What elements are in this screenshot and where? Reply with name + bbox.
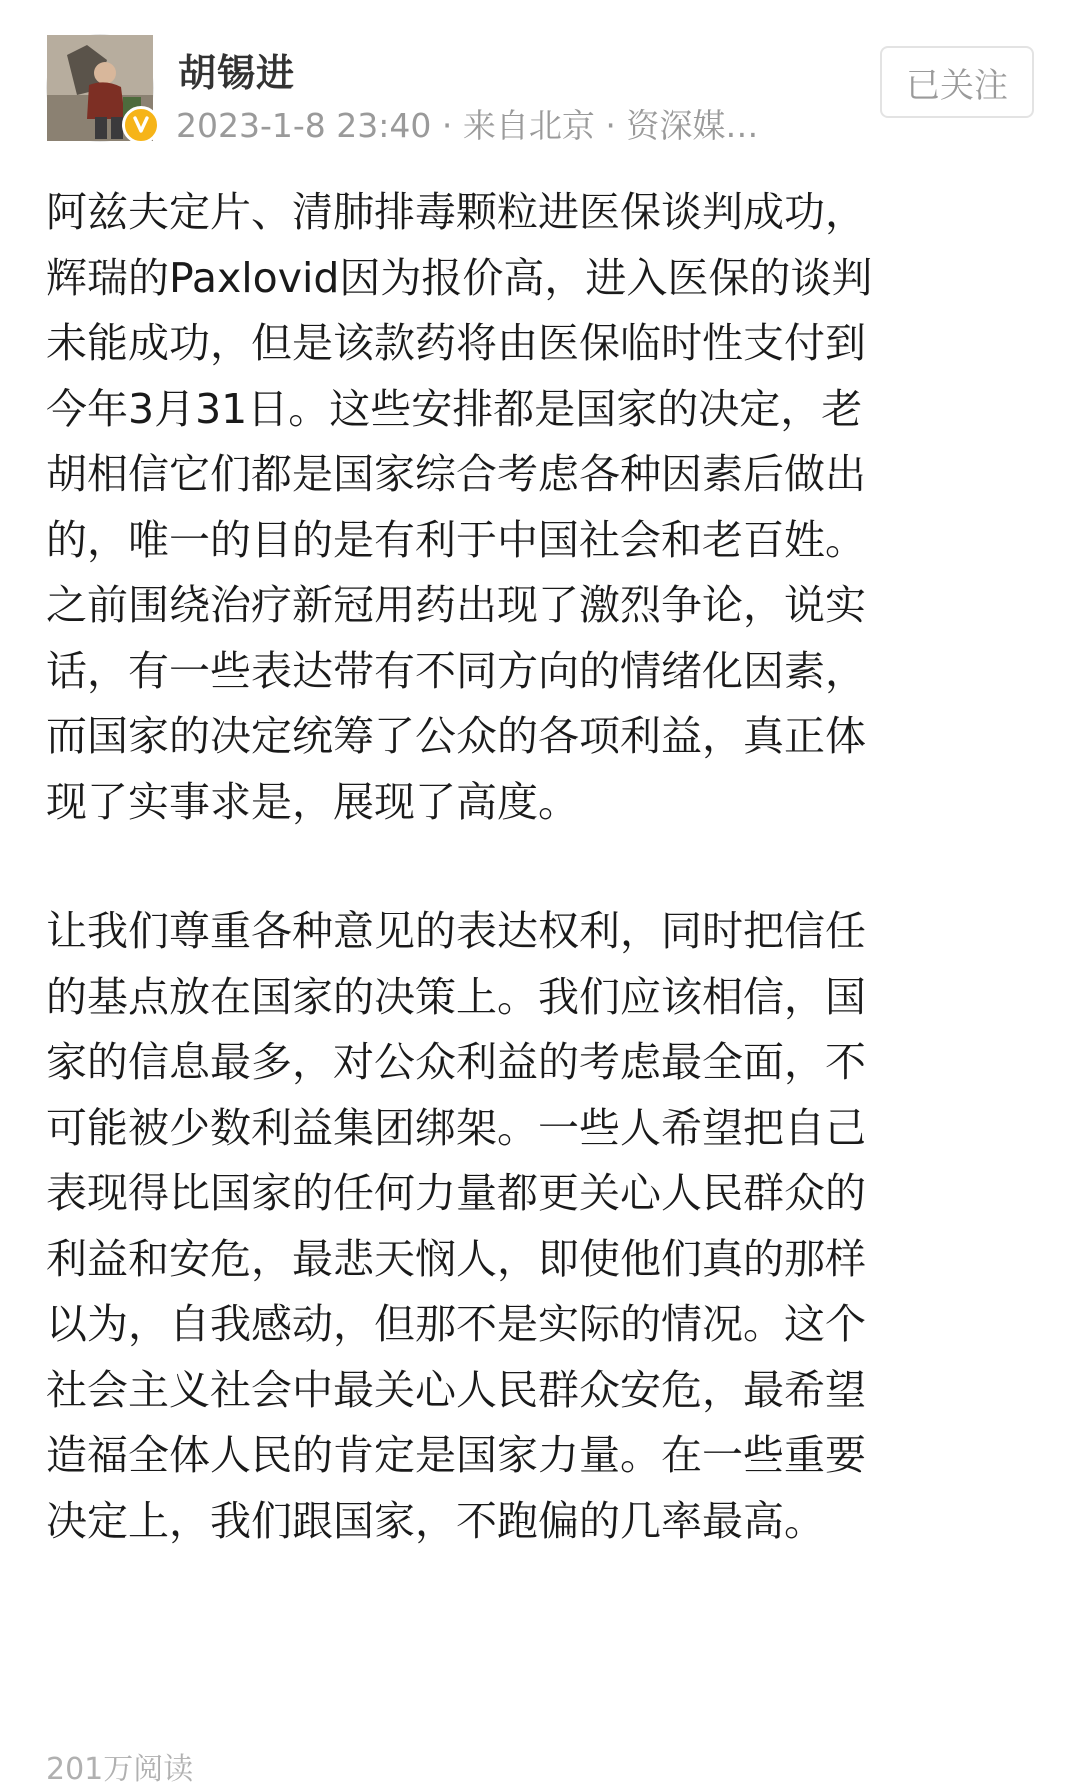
text-line: 表现得比国家的任何力量都更关心人民群众的: [46, 1169, 866, 1217]
text-line: 可能被少数利益集团绑架。一些人希望把自己: [46, 1103, 866, 1152]
text-line: 利益和安危，最悲天悯人，即使他们真的那样: [46, 1234, 866, 1283]
author-avatar[interactable]: [46, 34, 154, 142]
text-line: 之前围绕治疗新冠用药出现了激烈争论，说实: [46, 581, 866, 629]
post-body: [46, 180, 1006, 1554]
text-line: 现了实事求是，展现了高度。: [46, 777, 579, 826]
paragraph-spacer: [46, 835, 1006, 899]
view-count: 201万阅读: [46, 1752, 194, 1787]
text-line: 造福全体人民的肯定是国家力量。在一些重要: [46, 1431, 866, 1479]
text-line: 的，唯一的目的是有利于中国社会和老百姓。: [46, 515, 866, 564]
post-meta: 2023-1-8 23:40 · 来自北京 · 资深媒…: [176, 106, 759, 145]
paragraph: [46, 899, 1006, 1554]
text-line: 的基点放在国家的决策上。我们应该相信，国: [46, 972, 866, 1021]
text-line: 家的信息最多，对公众利益的考虑最全面，不: [46, 1038, 866, 1086]
text-line: 胡相信它们都是国家综合考虑各种因素后做出: [46, 450, 866, 498]
text-line: 阿兹夫定片、清肺排毒颗粒进医保谈判成功，: [46, 188, 866, 236]
text-line: 以为，自我感动，但那不是实际的情况。这个: [46, 1300, 866, 1348]
author-name[interactable]: 胡锡进: [178, 51, 296, 95]
post-header: [46, 34, 1034, 144]
verified-badge-icon: [122, 106, 160, 144]
text-line: 未能成功，但是该款药将由医保临时性支付到: [46, 319, 866, 367]
text-line: 社会主义社会中最关心人民群众安危，最希望: [46, 1365, 866, 1414]
text-line: 而国家的决定统筹了公众的各项利益，真正体: [46, 712, 866, 760]
text-line: 决定上，我们跟国家，不跑偏的几率最高。: [46, 1496, 825, 1545]
follow-button[interactable]: 已关注: [880, 46, 1034, 118]
text-line: 今年3月31日。这些安排都是国家的决定，老: [46, 384, 863, 433]
text-line: 辉瑞的Paxlovid因为报价高，进入医保的谈判: [46, 253, 873, 302]
paragraph: [46, 180, 1006, 835]
text-line: 话，有一些表达带有不同方向的情绪化因素，: [46, 646, 866, 695]
text-line: 让我们尊重各种意见的表达权利，同时把信任: [46, 907, 866, 955]
